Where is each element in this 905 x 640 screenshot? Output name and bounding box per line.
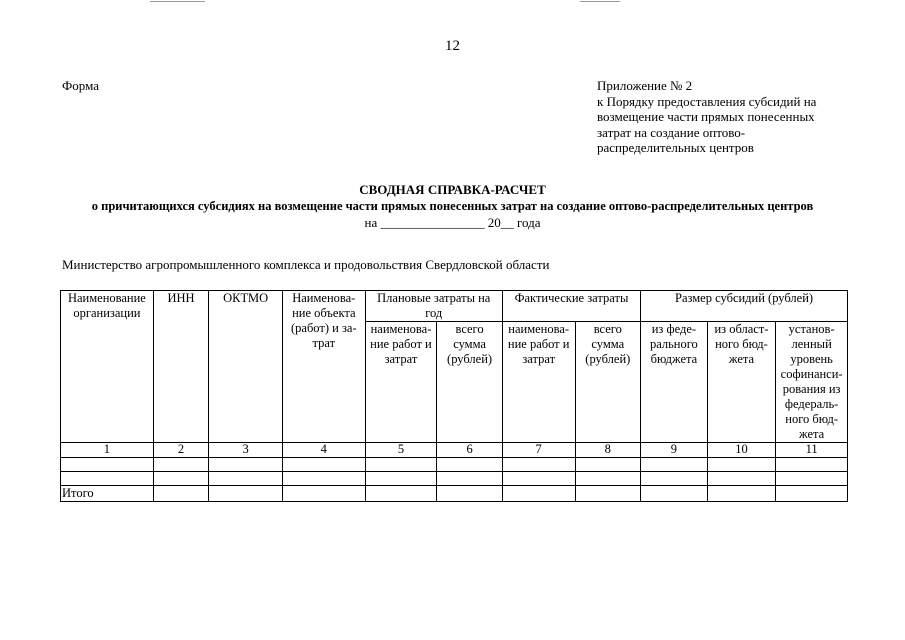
column-number: 3 xyxy=(209,443,283,458)
column-number: 7 xyxy=(502,443,575,458)
data-row xyxy=(61,472,848,486)
table-cell xyxy=(437,458,503,472)
page-number: 12 xyxy=(445,38,460,54)
scan-artifact-left xyxy=(150,1,205,2)
appendix-line: распределительных центров xyxy=(597,140,754,155)
table-cell xyxy=(61,458,154,472)
appendix-block xyxy=(597,78,837,156)
table-cell xyxy=(641,472,708,486)
column-number: 2 xyxy=(153,443,208,458)
table-cell xyxy=(209,486,283,502)
column-number-row xyxy=(61,443,848,458)
appendix-line: к Порядку предоставления субсидий на xyxy=(597,93,817,109)
table-cell xyxy=(209,472,283,486)
table-cell xyxy=(365,472,437,486)
column-number: 1 xyxy=(61,443,154,458)
table-cell xyxy=(437,472,503,486)
table-cell xyxy=(61,472,154,486)
table-cell xyxy=(209,458,283,472)
table-cell xyxy=(437,486,503,502)
header-cofinancing: установ-ленный уровень софинанси-рования из федераль-ного бюд-жета xyxy=(776,322,848,443)
column-number: 5 xyxy=(365,443,437,458)
table-cell xyxy=(776,486,848,502)
table-cell xyxy=(575,486,641,502)
header-object-name: Наименова-ние объекта (работ) и за-трат xyxy=(282,291,365,443)
table-cell xyxy=(575,472,641,486)
data-row xyxy=(61,458,848,472)
date-line: на ________________ 20__ года xyxy=(364,215,541,230)
column-number: 10 xyxy=(707,443,776,458)
column-number: 9 xyxy=(641,443,708,458)
table-cell xyxy=(282,472,365,486)
table-cell xyxy=(707,486,776,502)
column-number: 4 xyxy=(282,443,365,458)
header-inn: ИНН xyxy=(153,291,208,443)
table-cell xyxy=(365,458,437,472)
table-cell xyxy=(153,472,208,486)
table-cell xyxy=(282,486,365,502)
table-cell xyxy=(282,458,365,472)
appendix-line: Приложение № 2 xyxy=(597,78,693,93)
header-actual-total: всего сумма (рублей) xyxy=(575,322,641,443)
table-cell xyxy=(776,472,848,486)
header-subsidy: Размер субсидий (рублей) xyxy=(641,291,848,322)
table-cell xyxy=(502,486,575,502)
header-planned-total: всего сумма (рублей) xyxy=(437,322,503,443)
header-planned-works: наименова-ние работ и затрат xyxy=(365,322,437,443)
total-row xyxy=(61,486,848,502)
header-actual: Фактические затраты xyxy=(502,291,640,322)
form-label: Форма xyxy=(62,78,99,93)
table-cell xyxy=(707,472,776,486)
column-number: 6 xyxy=(437,443,503,458)
scan-artifact-right xyxy=(580,1,620,2)
appendix-line: затрат на создание оптово- xyxy=(597,124,746,140)
document-subtitle: о причитающихся субсидиях на возмещение части прямых понесенных затрат на создание оптово-распределительных центров xyxy=(91,199,814,213)
header-oktmo: ОКТМО xyxy=(209,291,283,443)
table-cell xyxy=(575,458,641,472)
column-number: 11 xyxy=(776,443,848,458)
column-number: 8 xyxy=(575,443,641,458)
table-cell xyxy=(153,486,208,502)
table-cell xyxy=(502,472,575,486)
table-cell xyxy=(502,458,575,472)
header-regional: из област-ного бюд-жета xyxy=(707,322,776,443)
appendix-line: возмещение части прямых понесенных xyxy=(597,109,815,124)
table-cell xyxy=(776,458,848,472)
ministry-name: Министерство агропромышленного комплекса и продовольствия Свердловской области xyxy=(62,257,550,272)
header-federal: из феде-рального бюджета xyxy=(641,322,708,443)
header-actual-works: наименова-ние работ и затрат xyxy=(502,322,575,443)
table-cell xyxy=(153,458,208,472)
table-cell xyxy=(641,486,708,502)
header-row xyxy=(61,291,848,322)
header-org-name: Наименование организации xyxy=(61,291,154,443)
table-cell xyxy=(707,458,776,472)
document-title: СВОДНАЯ СПРАВКА-РАСЧЕТ xyxy=(359,182,546,197)
table-cell xyxy=(641,458,708,472)
table-cell xyxy=(365,486,437,502)
total-label: Итого xyxy=(61,486,154,502)
calculation-table xyxy=(60,290,848,502)
header-planned: Плановые затраты на год xyxy=(365,291,502,322)
